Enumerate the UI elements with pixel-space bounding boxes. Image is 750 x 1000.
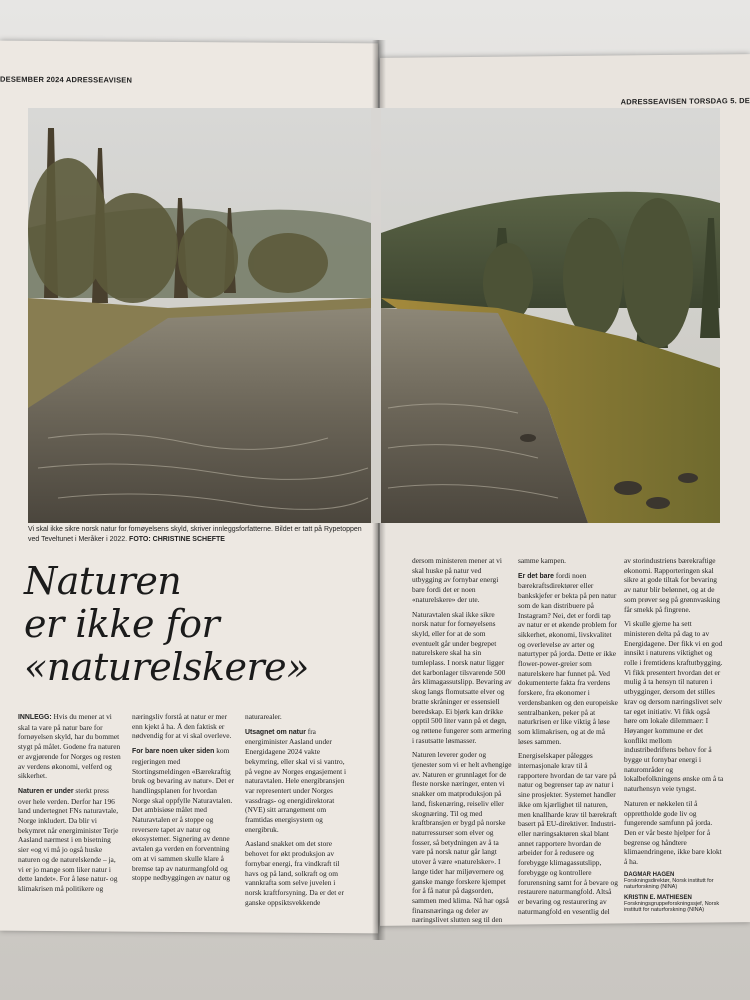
article-column-1 (18, 712, 122, 899)
headline-line-2: er ikke for (24, 602, 220, 646)
paragraph (518, 751, 618, 916)
paragraph-text: Vi skulle gjerne ha sett ministeren delta på dag to av Energidagene. Der fikk vi en god innsikt i naturens viktighet og rolle i fremtidens kraftutbygging. Vi fikk presentert hvordan det er mulig å ta hensyn til naturen i utbygginger, dersom det stilles krav og dersom næringslivet selv tar eget initiativ. Vi fikk også høre om lokale dilemmaer: I Høyanger kommune er det konflikt mellom industribedriftens behov for å bygge ut fornybar energi i naturområder og lokalbefolkningens ønske om å ta naturhensyn veie tyngst. (624, 619, 724, 794)
paragraph (132, 746, 236, 883)
paragraph-lead: For bare noen uker siden (132, 748, 215, 756)
headline-line-1: Naturen (24, 559, 182, 603)
page-header-right: ADRESSEAVISEN TORSDAG 5. DE (620, 96, 750, 107)
headline-line-3: «naturelskere» (24, 645, 309, 689)
paragraph (412, 750, 512, 925)
paragraph (18, 786, 122, 894)
paragraph (412, 556, 512, 605)
paragraph-text: Naturen leverer goder og tjenester som vi er helt avhengige av. Naturen er grunnlaget for de fleste norske næringer, enten vi snakker om matproduksjon på land, fiskenæring, reiseliv eller skognæring. Til og med kraftbransjen er bygd på norske naturressurser som elver og fosser, så betydningen av å ta vare på norsk natur går langt utover å være «naturelsker». I lange tider har miljøvernere og ganske mange forskere kjempet for å få natur på dagsorden, sammen med klima. Nå har også finansnæringa og deler av næringslivet slutten seg til den (412, 750, 512, 925)
paragraph (518, 556, 618, 566)
page-header-left: DESEMBER 2024 ADRESSEAVISEN (0, 74, 133, 85)
author-affiliation: Forskningsdirektør, Norsk institutt for naturforskning (NINA) (624, 877, 714, 890)
paragraph-text: kom regjeringen med Stortingsmeldingen «Bærekraftig bruk og bevaring av natur». Det er handlingsplanen for hvordan Norge skal oppfylle Naturavtalen. Det ambisiøse målet med Naturavtalen er å stoppe og reversere tapet av natur og økosystemer. Signering av denne avtalen ga verden en forventning om at vi sammen skulle klare å bremse tap av naturmangfold og stoppe nedbyggingen av natur og (132, 746, 234, 883)
article-column-5 (518, 556, 618, 921)
paragraph (624, 556, 724, 614)
paragraph-lead: Er det bare (518, 572, 554, 580)
article-headline (24, 560, 369, 689)
author-affiliation: Forskningsgruppeforskningssjef, Norsk institutt for naturforskning (NINA) (624, 900, 720, 913)
paragraph (624, 619, 724, 794)
paragraph-text: naturarealer. (245, 712, 282, 721)
paragraph (624, 799, 724, 867)
paragraph-lead: INNLEGG: (18, 714, 52, 721)
paragraph (132, 712, 236, 741)
caption-text: Vi skal ikke sikre norsk natur for fornøyelsens skyld, skriver innleggsforfatterne. Bildet er tatt på Rypetoppen ved Teveltunet i Meråker i 2022. (28, 526, 362, 543)
paragraph (245, 712, 353, 722)
photo-caption (28, 525, 373, 545)
article-column-6 (624, 556, 724, 918)
paragraph-text: Energiselskaper pålegges internasjonale krav til å rapportere hvordan de tar vare på natur og begrenser tap av natur i sine prosjekter. Systemet handler ikke om kjærlighet til naturen, men knallharde krav til bærekraft basert på EU-direktiver. Industri- eller næringsaktøren skal blant annet rapportere hvordan de arbeider for å redusere og forebygge klimagassutslipp, forebygge og kontrollere forurensning samt for å bevare og restaurere naturmangfold. Altså er bevaring og restaurering av naturmangfold en vesentlig del (518, 751, 618, 916)
paragraph-text: Naturavtalen skal ikke sikre norsk natur for fornøyelsens skyld, eller for at de som eventuelt går under begrepet naturelskere skal ha sin tumleplass. I norsk natur ligger det karbonlager tilsvarende 500 års klimagassutslipp. Bevaring av skog langs flomutsatte elver og bratte skråninger er essensiell beredskap. Ei bjørk kan drikke opptil 500 liter vann på et døgn, og røttene fungerer som armering i rasutsatte løsmasser. (412, 609, 512, 745)
landscape-photo (28, 108, 720, 523)
paragraph (245, 839, 353, 907)
article-column-4 (412, 556, 512, 930)
paragraph-text: næringsliv forstå at natur er mer enn kjekt å ha. Å den faktisk er nødvendig for at vi skal overleve. (132, 712, 232, 741)
paragraph-text: dersom ministeren mener at vi skal huske på natur ved utbygging av fornybar energi bare fordi det er noen «naturelskere» der ute. (412, 556, 502, 604)
paragraph-text: fra energiminister Aasland under Energidagene 2024 vakte bekymring, eller skal vi si vantro, på vegne av Norges engasjement i naturavtalen. Hele energibransjen var representert under Norges vassdrags- og energidirektorat (NVE) sitt arrangement om framtidas energisystem og energibruk. (245, 726, 347, 834)
paragraph-text: Hvis du mener at vi skal ta vare på natur bare for fornøyelsen skyld, har du bommet stygt på målet. Godene fra naturen er avgjørende for Norges og resten av verdens økonomi, velferd og sikkerhet. (18, 712, 121, 781)
article-column-2 (132, 712, 236, 888)
paragraph (412, 610, 512, 746)
paragraph-text: samme kampen. (518, 556, 567, 565)
paragraph (518, 571, 618, 747)
paragraph-lead: Utsagnet om natur (245, 728, 306, 736)
paragraph-text: av storindustriens bærekraftige økonomi. Rapporteringen skal sikre at gode tiltak for bevaring av natur blir belønnet, og at de som prøver seg på grønnvasking får smekk på fingrene. (624, 556, 721, 614)
paragraph (18, 712, 122, 781)
paragraph-text: fordi noen bærekraftsdirektører eller bankskjefer er bekta på pen natur som de kan distribuere på Instagram? Nei, det er fordi tap av natur er et økende problem for sikkerhet, økonomi, livskvalitet og overlevelse av arter og naturtyper på jorda. Dette er ikke flower-power-greier som naturelskere har funnet på. Ved dokumenterte fakta fra verdens forskere, fra økonomer i verdensbanken og den europeiske sentralbanken, peker på at naturkrisen er like viktig å løse som klimakrisen, og at de må løses sammen. (518, 570, 618, 746)
author-name: KRISTIN E. MATHIESEN (624, 894, 692, 901)
author-name: DAGMAR HAGEN (624, 871, 675, 878)
paragraph (245, 727, 353, 835)
paragraph-lead: Naturen er under (18, 787, 74, 795)
paragraph-text: Naturen er nøkkelen til å opprettholde gode liv og fungerende samfunn på jorda. Den er vår beste hjelper for å begrense og håndtere klimaendringene, ikke bare klokt å ha. (624, 798, 722, 867)
photo-credit: FOTO: CHRISTINE SCHEFTE (129, 536, 225, 543)
paragraph-text: Aasland snakket om det store behovet for økt produksjon av fornybar energi, fra vindkraft til havs og på land, solkraft og om vannkrafta som selve juvelen i norsk kraftforsyning. Da er det er ganske oppsiktsvekkende (245, 839, 344, 907)
article-column-3 (245, 712, 353, 912)
paragraph-text: sterkt press over hele verden. Derfor har 196 land undertegnet FNs naturavtale, Norge inkludert. Da blir vi bekymret når energiminister Terje Aasland nærmest i en bisetning sier «og vi må jo også huske naturen og de naturelskende – ja, vi er jo mange som liker natur i dette landet». For å løse natur- og klimakrisen må politikere og (18, 785, 119, 893)
